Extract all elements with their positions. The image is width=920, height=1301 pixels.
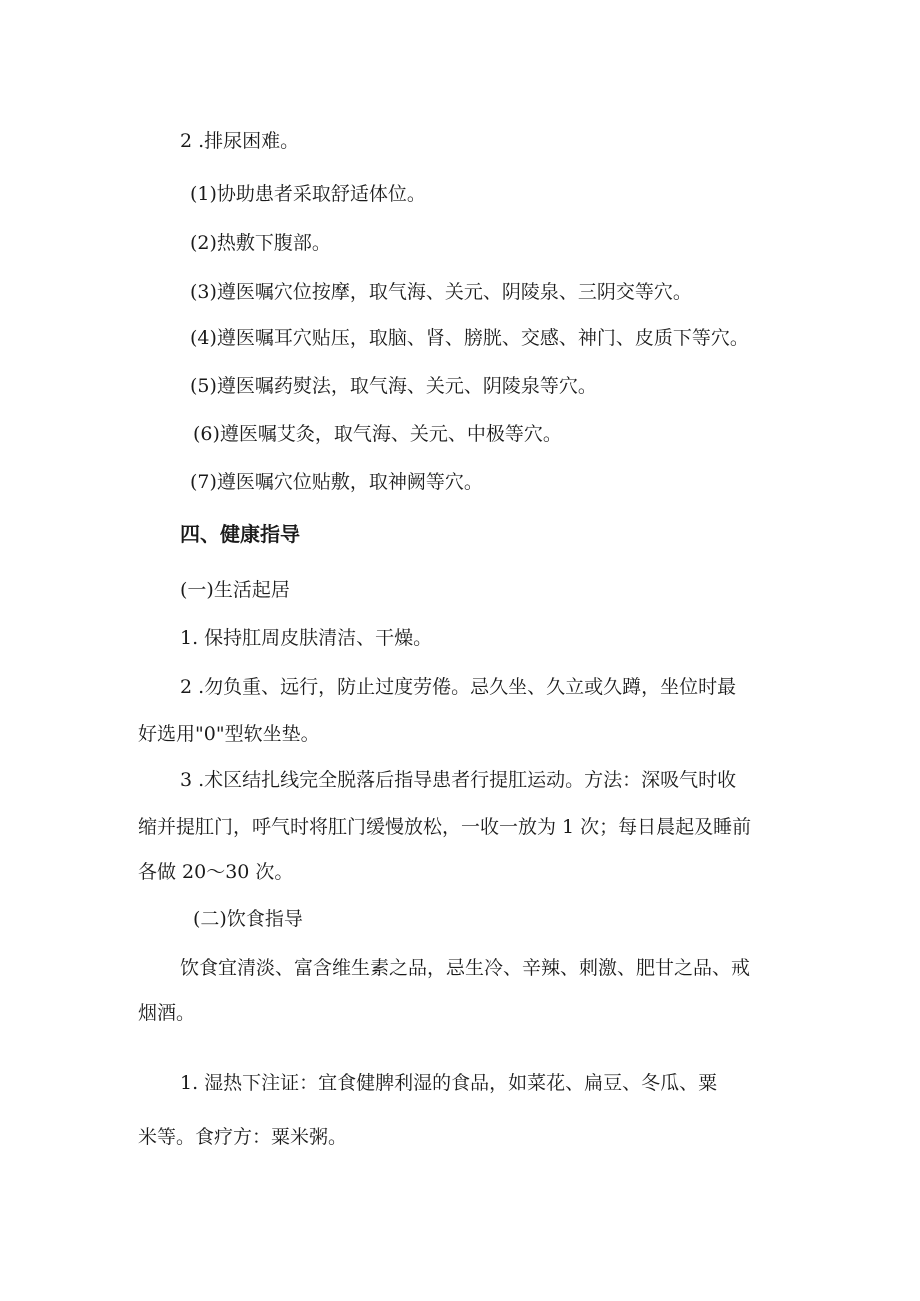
- living-item-2-line-2: 好选用"0"型软坐垫。: [138, 723, 320, 745]
- urination-item-3: (3)遵医嘱穴位按摩，取气海、关元、阴陵泉、三阴交等穴。: [190, 281, 692, 303]
- diet-intro-line-2: 烟酒。: [138, 1002, 196, 1024]
- living-item-3-line-1: 3 .术区结扎线完全脱落后指导患者行提肛运动。方法：深吸气时收: [180, 769, 737, 791]
- living-item-3-line-3: 各做 20～30 次。: [138, 861, 294, 883]
- urination-item-1: (1)协助患者采取舒适体位。: [190, 183, 426, 205]
- living-item-2-line-1: 2 .勿负重、远行，防止过度劳倦。忌久坐、久立或久蹲，坐位时最: [180, 676, 737, 698]
- diet-intro-line-1: 饮食宜清淡、富含维生素之品，忌生冷、辛辣、刺激、肥甘之品、戒: [180, 957, 751, 979]
- urination-item-7: (7)遵医嘱穴位贴敷，取神阙等穴。: [190, 471, 483, 493]
- diet-subheading: (二)饮食指导: [193, 908, 303, 930]
- health-guidance-heading: 四、健康指导: [180, 522, 300, 546]
- urination-item-5: (5)遵医嘱药熨法，取气海、关元、阴陵泉等穴。: [190, 375, 597, 397]
- urination-item-2: (2)热敷下腹部。: [190, 232, 331, 254]
- urination-item-6: (6)遵医嘱艾灸，取气海、关元、中极等穴。: [193, 423, 562, 445]
- urination-item-4: (4)遵医嘱耳穴贴压，取脑、肾、膀胱、交感、神门、皮质下等穴。: [190, 327, 749, 349]
- living-subheading: (一)生活起居: [180, 579, 290, 601]
- living-item-3-line-2: 缩并提肛门，呼气时将肛门缓慢放松，一收一放为 1 次；每日晨起及睡前: [138, 816, 752, 838]
- diet-item-1-line-1: 1. 湿热下注证：宜食健脾利湿的食品，如菜花、扁豆、冬瓜、粟: [180, 1072, 718, 1094]
- diet-item-1-line-2: 米等。食疗方：粟米粥。: [138, 1126, 348, 1148]
- living-item-1: 1. 保持肛周皮肤清洁、干燥。: [180, 627, 433, 649]
- urination-difficulty-title: 2 .排尿困难。: [180, 130, 300, 152]
